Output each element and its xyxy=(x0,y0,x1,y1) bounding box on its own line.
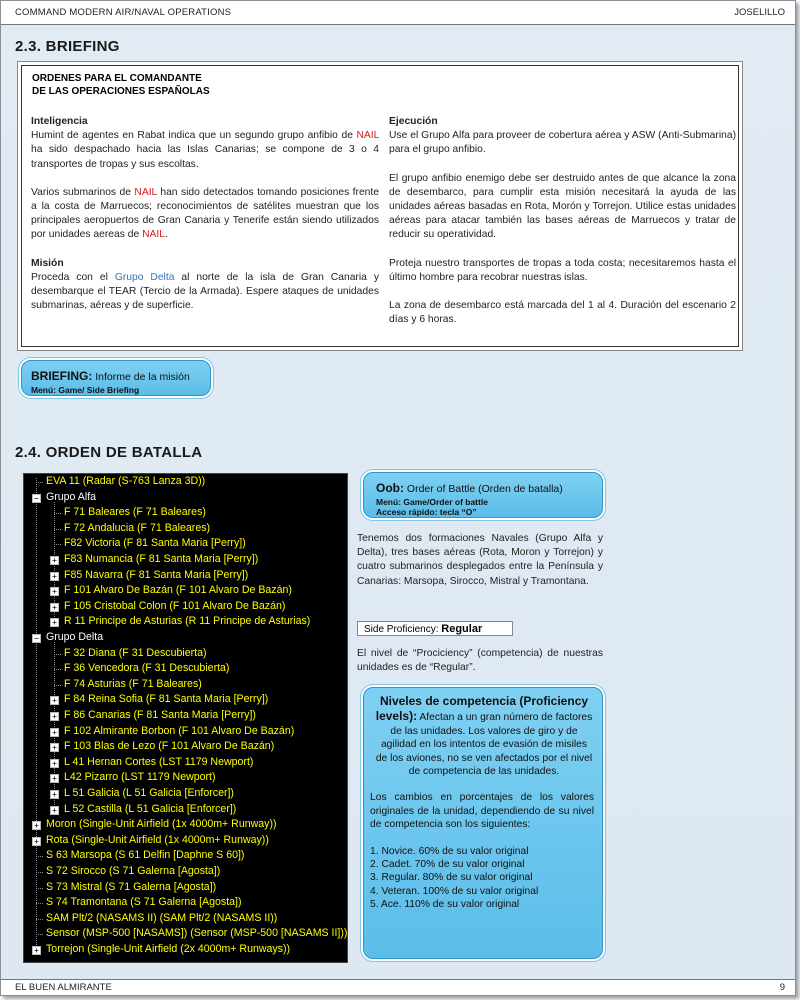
collapse-icon[interactable]: − xyxy=(32,634,41,643)
intel-paragraph-2: Varios submarinos de NAIL han sido detectados tomando posiciones frente a la costa de Marruecos; reconocimientos de satélites muestran que los principales aeropuertos de Gran Canaria y Tenerife están siendo utilizados por unidades aereas de NAIL. xyxy=(31,186,379,241)
tree-connector xyxy=(54,513,61,514)
expand-icon[interactable]: + xyxy=(50,712,59,721)
tree-item-label: L 41 Hernan Cortes (LST 1179 Newport) xyxy=(64,755,254,768)
tree-connector xyxy=(36,934,43,935)
proficiency-level-item: 3. Regular. 80% de su valor original xyxy=(370,872,533,884)
tree-item-label: L42 Pizarro (LST 1179 Newport) xyxy=(64,771,216,784)
tree-item-label: F83 Numancia (F 81 Santa Maria [Perry]) xyxy=(64,553,259,565)
expand-icon[interactable]: + xyxy=(50,728,59,737)
tree-connector xyxy=(54,685,61,686)
proficiency-level-item: 5. Ace. 110% de su valor original xyxy=(370,899,520,911)
nail-keyword: NAIL xyxy=(134,186,157,198)
tree-item-label: F 105 Cristobal Colon (F 101 Alvaro De Bazán) xyxy=(64,599,286,612)
tree-item-label: F85 Navarra (F 81 Santa Maria [Perry]) xyxy=(64,568,249,581)
tree-item-label: F 102 Almirante Borbon (F 101 Alvaro De Bazán) xyxy=(64,724,295,737)
page-number: 9 xyxy=(779,982,785,993)
tree-item-label: S 73 Mistral (S 71 Galerna [Agosta]) xyxy=(46,880,217,893)
expand-icon[interactable]: + xyxy=(50,759,59,768)
tree-item-label: Grupo Delta xyxy=(46,631,104,643)
tree-connector xyxy=(36,919,43,920)
levels-intro: Afectan a un gran número de factores de las unidades. Los valores de giro y de agilidad en los intentos de evasión de misiles de los aviones, no se ven afectados por el nivel de competencia de las unidades. xyxy=(375,712,593,778)
ejecucion-paragraph-4: La zona de desembarco está marcada del 1 al 4. Duración del escenario 2 días y 6 horas. xyxy=(389,300,736,326)
formations-paragraph: Tenemos dos formaciones Navales (Grupo Alfa y Delta), tres bases aéreas (Rota, Moron y Torrejon) y cuatro submarinos desplegados entre la Península y Canarias: Marsopa, Sirocco, Mistral y Tramontana. xyxy=(357,533,603,587)
callout-title: BRIEFING: xyxy=(31,369,93,383)
page-footer xyxy=(1,979,795,995)
tree-item-label: F 84 Reina Sofia (F 81 Santa Maria [Perry]) xyxy=(64,693,269,706)
tree-item-label: F 74 Asturias (F 71 Baleares) xyxy=(64,677,202,690)
briefing-menu-callout xyxy=(21,360,211,396)
tree-connector xyxy=(54,669,61,670)
grupo-delta-keyword: Grupo Delta xyxy=(114,271,175,283)
expand-icon[interactable]: + xyxy=(50,774,59,783)
levels-list xyxy=(370,845,594,912)
proficiency-level-item: 2. Cadet. 70% de su valor original xyxy=(370,859,525,871)
expand-icon[interactable]: + xyxy=(50,603,59,612)
collapse-icon[interactable]: − xyxy=(32,494,41,503)
header-title: COMMAND MODERN AIR/NAVAL OPERATIONS xyxy=(15,7,232,18)
tree-item-label: F 101 Alvaro De Bazán (F 101 Alvaro De Bazán) xyxy=(64,584,292,597)
briefing-heading-line2: DE LAS OPERACIONES ESPAÑOLAS xyxy=(32,86,210,97)
tree-item-label: Rota (Single-Unit Airfield (1x 4000m+ Runway)) xyxy=(46,833,269,846)
section-title-orden-batalla: 2.4. ORDEN DE BATALLA xyxy=(15,444,203,461)
proficiency-label: Side Proficiency: xyxy=(364,624,442,635)
order-of-battle-tree[interactable] xyxy=(23,473,348,963)
tree-item-label: L 51 Galicia (L 51 Galicia [Enforcer]) xyxy=(64,787,234,799)
nail-keyword: NAIL xyxy=(356,130,379,142)
tree-item-label: Sensor (MSP-500 [NASAMS]) (Sensor (MSP-500 [NASAMS II])) xyxy=(46,927,348,940)
tree-connector xyxy=(54,544,61,545)
expand-icon[interactable]: + xyxy=(50,696,59,705)
expand-icon[interactable]: + xyxy=(50,572,59,581)
expand-icon[interactable]: + xyxy=(50,618,59,627)
briefing-heading-line1: ORDENES PARA EL COMANDANTE xyxy=(32,73,202,84)
callout-shortcut: Acceso rápido: tecla “O” xyxy=(376,507,477,517)
ejecucion-paragraph-2: El grupo anfibio enemigo debe ser destruido antes de que alcance la zona de desembarco, para cumplir esta misión necesitará la ayuda de las unidades aéreas basadas en Rota, Morón y Torrejon. Utilice estas unidades aéreas para atacar también las bases aéreas de Marruecos y tratar de reducir su operatividad. xyxy=(389,172,736,241)
expand-icon[interactable]: + xyxy=(32,837,41,846)
tree-connector xyxy=(54,529,61,530)
nail-keyword: NAIL xyxy=(142,229,165,241)
intel-paragraph-1: Humint de agentes en Rabat indica que un segundo grupo anfibio de NAIL ha sido despachado hacia las Islas Canarias; se compone de 3 o 4 transportes de tropas y sus escoltas. xyxy=(31,130,379,170)
tree-connector xyxy=(36,888,43,889)
expand-icon[interactable]: + xyxy=(50,806,59,815)
callout-subtitle: Informe de la misión xyxy=(92,371,190,383)
briefing-left-column xyxy=(31,115,379,313)
tree-item-label: F82 Victoria (F 81 Santa Maria [Perry]) xyxy=(64,537,246,550)
tree-connector xyxy=(36,856,43,857)
expand-icon[interactable]: + xyxy=(50,790,59,799)
tree-item-label: F 71 Baleares (F 71 Baleares) xyxy=(64,506,206,519)
tree-connector xyxy=(54,654,61,655)
callout-menu-path: Menú: Game/Order of battle xyxy=(376,497,488,507)
briefing-right-column xyxy=(389,115,736,327)
expand-icon[interactable]: + xyxy=(32,821,41,830)
tree-item-label: F 103 Blas de Lezo (F 101 Alvaro De Bazán) xyxy=(64,740,275,753)
briefing-heading xyxy=(32,72,210,98)
proficiency-levels-callout xyxy=(363,687,603,959)
expand-icon[interactable]: + xyxy=(50,556,59,565)
tree-guide-line xyxy=(36,478,37,951)
tree-item-label: F 36 Vencedora (F 31 Descubierta) xyxy=(64,662,230,675)
page-header xyxy=(1,1,795,25)
briefing-box xyxy=(21,65,739,347)
footer-title: EL BUEN ALMIRANTE xyxy=(15,982,112,993)
expand-icon[interactable]: + xyxy=(32,946,41,955)
callout-subtitle: Order of Battle (Orden de batalla) xyxy=(404,483,563,495)
intel-title: Inteligencia xyxy=(31,116,88,127)
tree-item-label: F 86 Canarias (F 81 Santa Maria [Perry]) xyxy=(64,709,256,721)
tree-connector xyxy=(36,482,43,483)
callout-menu-path: Menú: Game/ Side Briefing xyxy=(31,385,140,395)
oob-menu-callout xyxy=(363,472,603,518)
ejecucion-paragraph-3: Proteja nuestro transportes de tropas a toda costa; necesitaremos hasta el último hombre para recobrar nuestras islas. xyxy=(389,257,736,283)
tree-item-label: Grupo Alfa xyxy=(46,490,97,503)
tree-item-label: Torrejon (Single-Unit Airfield (2x 4000m+ Runways)) xyxy=(46,943,291,955)
ejecucion-paragraph-1: Use el Grupo Alfa para proveer de cobertura aérea y ASW (Anti-Submarina) para el grupo anfibio. xyxy=(389,130,736,156)
callout-title: Oob: xyxy=(376,481,404,495)
tree-item-label: S 63 Marsopa (S 61 Delfin [Daphne S 60]) xyxy=(46,849,245,862)
mision-title: Misión xyxy=(31,257,64,269)
side-proficiency-field xyxy=(357,621,513,636)
tree-item-label: Moron (Single-Unit Airfield (1x 4000m+ Runway)) xyxy=(46,818,277,831)
levels-paragraph: Los cambios en porcentajes de los valores originales de la unidad, dependiendo de su nivel de competencia son los siguientes: xyxy=(370,792,594,831)
proficiency-level-item: 1. Novice. 60% de su valor original xyxy=(370,845,529,857)
tree-item-label: L 52 Castilla (L 51 Galicia [Enforcer]) xyxy=(64,802,237,815)
tree-connector xyxy=(36,872,43,873)
header-author: JOSELILLO xyxy=(734,7,785,18)
tree-item-label: SAM Plt/2 (NASAMS II) (SAM Plt/2 (NASAMS II)) xyxy=(46,911,278,924)
levels-content xyxy=(370,694,594,912)
proficiency-level-item: 4. Veteran. 100% de su valor original xyxy=(370,885,539,897)
expand-icon[interactable]: + xyxy=(50,587,59,596)
tree-connector xyxy=(36,903,43,904)
tree-item-label: R 11 Principe de Asturias (R 11 Principe de Asturias) xyxy=(64,615,311,628)
levels-title: Niveles de competencia (Proficiency levels): Afectan a un gran número de factores de las unidades. Los valores de giro y de agilidad en los intentos de evasión de misiles de los aviones, no se ven afectados por el nivel de competencia de las unidades. xyxy=(375,694,593,778)
mision-paragraph: Proceda con el Grupo Delta al norte de la isla de Gran Canaria y desembarque el TEAR (Tercio de la Armada). Espere ataques de unidades submarinas, aéreas y de superficie. xyxy=(31,271,379,312)
tree-item-label: S 72 Sirocco (S 71 Galerna [Agosta]) xyxy=(46,865,221,877)
expand-icon[interactable]: + xyxy=(50,743,59,752)
section-title-briefing: 2.3. BRIEFING xyxy=(15,38,120,55)
tree-guide-line xyxy=(54,642,55,811)
tree-item-label: S 74 Tramontana (S 71 Galerna [Agosta]) xyxy=(46,896,242,909)
tree-item-label: F 32 Diana (F 31 Descubierta) xyxy=(64,646,207,659)
proficiency-value: Regular xyxy=(441,623,483,635)
tree-item-label: F 72 Andalucia (F 71 Baleares) xyxy=(64,521,211,534)
tree-item-label: EVA 11 (Radar (S-763 Lanza 3D)) xyxy=(46,475,206,487)
proficiency-paragraph: El nivel de “Prociciency” (competencia) de nuestras unidades es de “Regular”. xyxy=(357,648,603,674)
ejecucion-title: Ejecución xyxy=(389,116,438,127)
